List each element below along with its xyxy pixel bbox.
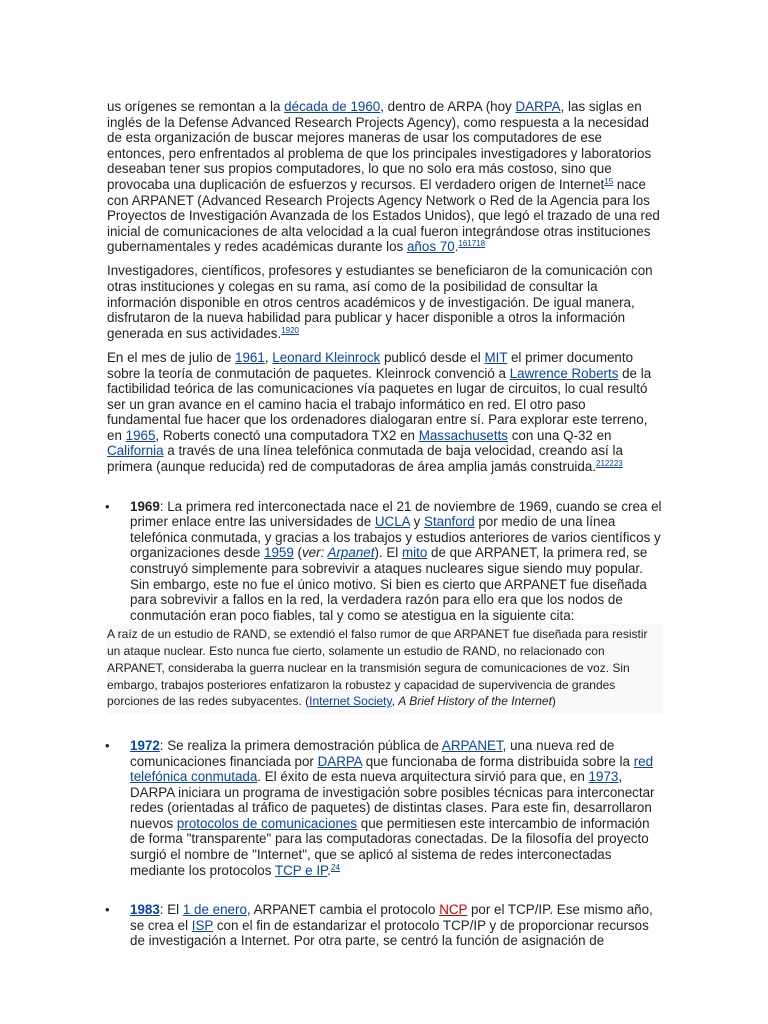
link-ucla[interactable]: UCLA — [374, 514, 410, 530]
link-1-de-enero[interactable]: 1 de enero — [182, 902, 247, 918]
ref-24[interactable]: 24 — [331, 862, 340, 872]
link-darpa-2[interactable]: DARPA — [317, 753, 362, 769]
link-arpanet-ver[interactable]: Arpanet — [327, 545, 375, 561]
timeline-list-continued — [107, 738, 663, 949]
link-mit[interactable]: MIT — [484, 349, 508, 365]
year-1969: 1969 — [130, 498, 160, 514]
article-body — [107, 99, 663, 949]
link-tcp-e-ip[interactable]: TCP e IP — [274, 862, 328, 878]
link-anos-70[interactable]: años 70 — [406, 239, 455, 255]
link-massachusetts[interactable]: Massachusetts — [418, 427, 508, 443]
link-1973[interactable]: 1973 — [588, 769, 619, 785]
link-year-1972[interactable]: 1972 — [130, 737, 160, 753]
link-protocolos-de-comunicaciones[interactable]: protocolos de comunicaciones — [176, 815, 358, 831]
list-item-1983: • 1983: El 1 de enero, ARPANET cambia el protocolo NCP por el TCP/IP. Ese mismo año, se crea el ISP con el fin de estandarizar el protocolo TCP/IP y de proporcionar recursos de investigación a Internet. Por otra parte, se centró la función de asignación de — [105, 902, 653, 949]
paragraph-kleinrock: En el mes de julio de 1961, Leonard Kleinrock publicó desde el MIT el primer documento sobre la teoría de conmutación de paquetes. Kleinrock convenció a Lawrence Roberts de la factibilidad teórica de las comunicaciones vía paquetes en lugar de circuitos, lo cual resultó ser un gran avance en el camino hacia el trabajo informático en red. El otro paso fundamental fue hacer que los ordenadores dialogaran entre sí. Para explorar este terreno, en 1965, Roberts conectó una computadora TX2 en Massachusetts con una Q-32 en California a través de una línea telefónica conmutada de baja velocidad, creando así la primera (aunque reducida) red de computadoras de área amplia jamás construida.$^{212223}$ — [107, 349, 652, 475]
link-california[interactable]: California — [107, 443, 164, 459]
bullet-icon: • — [105, 902, 110, 918]
link-darpa[interactable]: DARPA — [515, 99, 561, 114]
link-internet-society[interactable]: Internet Society — [309, 694, 392, 709]
link-isp[interactable]: ISP — [191, 917, 214, 933]
paragraph-researchers: Investigadores, científicos, profesores y estudiantes se beneficiaron de la comunicación con otras instituciones y colegas en su rama, así como de la posibilidad de consultar la información disponible en otros centros académicos y de investigación. De igual manera, disfrutaron de la nueva habilidad para publicar y hacer disponible a otros la información generada en sus actividades.$^{1920}$ — [107, 263, 653, 341]
link-1961[interactable]: 1961 — [235, 349, 265, 365]
ref-161718[interactable]: 161718 — [458, 239, 486, 249]
link-decada-1960[interactable]: década de 1960 — [284, 99, 381, 114]
rand-quote: A raíz de un estudio de RAND, se extendió el falso rumor de que ARPANET fue diseñada para resistir un ataque nuclear. Esto nunca fue cierto, solamente un estudio de RAND, no relacionado con ARPANET, consideraba la guerra nuclear en la transmisión segura de comunicaciones de voz. Sin embargo, trabajos posteriores enfatizaron la robustez y capacidad de supervivencia de grandes porciones de las redes subyacentes. (Internet Society, A Brief History of the Internet) — [107, 624, 663, 714]
ref-1920[interactable]: 1920 — [281, 325, 299, 335]
timeline-list — [107, 499, 663, 624]
ref-15[interactable]: 15 — [604, 176, 614, 186]
list-item-1972: • 1972: Se realiza la primera demostración pública de ARPANET, una nueva red de comunicaciones financiada por DARPA que funcionaba de forma distribuida sobre la red telefónica conmutada. El éxito de esta nueva arquitectura sirvió para que, en 1973, DARPA iniciara un programa de investigación sobre posibles técnicas para interconectar redes (orientadas al tráfico de paquetes) de distintas clases. Para este fin, desarrollaron nuevos protocolos de comunicaciones que permitiesen este intercambio de información de forma "transparente" para las computadoras conectadas. De la filosofía del proyecto surgió el nombre de "Internet", que se aplicó al sistema de redes interconectadas mediante los protocolos TCP e IP.$^{24}$ — [105, 737, 655, 878]
link-1965[interactable]: 1965 — [125, 427, 156, 443]
link-leonard-kleinrock[interactable]: Leonard Kleinrock — [272, 349, 381, 365]
paragraph-origins: us orígenes se remontan a la década de 1960, dentro de ARPA (hoy DARPA, las siglas en inglés de la Defense Advanced Research Projects Agency), como respuesta a la necesidad de esta organización de buscar mejores maneras de usar los computadores de ese entonces, pero enfrentados al problema de que los principales investigadores y laboratorios deseaban tener sus propios computadores, lo que no solo era más costoso, sino que provocaba una duplicación de esfuerzos y recursos. El verdadero origen de Internet$^{15}$ nace con ARPANET (Advanced Research Projects Agency Network o Red de la Agencia para los Proyectos de Investigación Avanzada de los Estados Unidos), que legó el trazado de una red inicial de comunicaciones de alta velocidad a la cual fueron integrándose otras instituciones gubernamentales y redes académicas durante los años 70.$^{161718}$ — [107, 99, 660, 255]
link-stanford[interactable]: Stanford — [424, 514, 475, 530]
ref-212223[interactable]: 212223 — [596, 459, 623, 469]
quote-source-title: A Brief History of the Internet — [398, 694, 552, 709]
link-arpanet[interactable]: ARPANET — [441, 737, 503, 753]
list-item-1969: • 1969: La primera red interconectada nace el 21 de noviembre de 1969, cuando se crea el primer enlace entre las universidades de UCLA y Stanford por medio de una línea telefónica conmutada, y gracias a los trabajos y estudios anteriores de varios científicos y organizaciones desde 1959 (ver: Arpanet). El mito de que ARPANET, la primera red, se construyó simplemente para sobrevivir a ataques nucleares sigue siendo muy popular. Sin embargo, este no fue el único motivo. Si bien es cierto que ARPANET fue diseñada para sobrevivir a fallos en la red, la verdadera razón para ello era que los nodos de conmutación eran poco fiables, tal y como se atestigua en la siguiente cita: — [105, 498, 662, 623]
link-lawrence-roberts[interactable]: Lawrence Roberts — [509, 365, 619, 381]
link-mito[interactable]: mito — [401, 545, 428, 561]
link-ncp[interactable]: NCP — [439, 902, 468, 918]
link-red-telefonica-conmutada[interactable]: red telefónica conmutada — [130, 753, 654, 785]
link-year-1983[interactable]: 1983 — [130, 902, 160, 918]
bullet-icon: • — [105, 498, 110, 514]
link-1959[interactable]: 1959 — [264, 545, 294, 561]
bullet-icon: • — [105, 737, 110, 753]
